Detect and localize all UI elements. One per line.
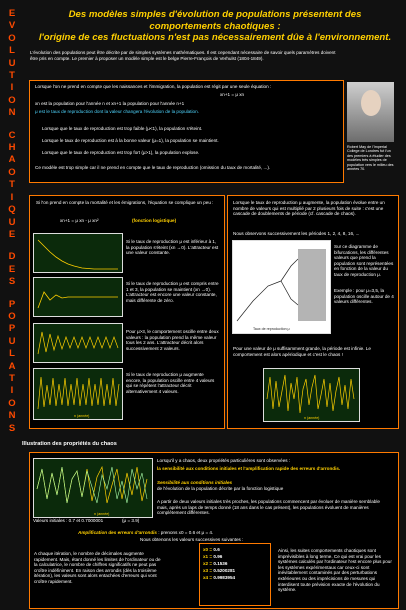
iterate-key: x0 =: [203, 547, 214, 552]
iterate-value: 0.5200281: [213, 568, 236, 573]
iterate-value: 0.1536: [213, 561, 228, 566]
side-title-letter: O: [8, 166, 16, 178]
iterate-row: [203, 553, 253, 560]
side-title-letter: C: [8, 129, 16, 141]
logistic-case-4: Si le taux de reproduction μ augmente encore, la population oscille entre 4 valeurs qui se répètent l'attracteur décrit alternativement 4 valeurs.: [126, 372, 215, 394]
bifurcation-text-1: Lorsque le taux de reproduction μ augmente, la population évolue entre un nombre de valeurs qui est multiplié par 2 plusieurs fois de suite : c'est une cascade de doublements de période (cf. cascade de chaos).: [233, 200, 385, 217]
rounding-heading-rest: : prenons x0 = 0.6 et μ = 4.: [156, 530, 214, 535]
title-line-3: l'origine de ces fluctuations n'est pas nécessairement dûe à l'environnement.: [38, 32, 392, 43]
side-title-letter: P: [8, 298, 16, 310]
plot-period-4: [33, 368, 123, 420]
plot-sensitivity: [33, 458, 153, 518]
chaos-box: [29, 452, 399, 609]
chaos-text-2: la sensibilité aux conditions initiales et l'amplification rapide des erreurs d'arrondis.: [157, 466, 341, 471]
side-title-letter: U: [8, 335, 16, 347]
iterate-value: 0.6: [213, 547, 220, 552]
bottom-left-text: A chaque itération, le nombre de décimales augmente rapidement. Mais, étant donné les limites de l'ordinateur ou de la calculatrice, le nombre de chiffres significatifs ne peut pas croître indéfiniment. En raison des arrondis (dès la troisième itération), les valeurs sont alors entachées d'erreurs qui vont croître rapidement.: [34, 551, 161, 584]
robert-may-photo: [347, 82, 394, 142]
logistic-label: (fonction logistique): [132, 218, 177, 223]
iterate-key: x4 =: [203, 575, 214, 580]
rounding-heading: [78, 530, 378, 536]
plot-period-4-axis: n (année): [74, 414, 90, 418]
side-title-letter: O: [8, 94, 16, 106]
box1-line-4: Ce modèle est trop simple car il ne prend en compte que le taux de reproduction (omission du taux de mortalité, ...).: [35, 165, 271, 170]
verhulst-box: [29, 80, 344, 183]
side-title-letter: E: [8, 8, 16, 19]
plot-extinction: [33, 233, 123, 273]
side-title-letter: I: [10, 82, 14, 94]
side-title: [3, 8, 21, 608]
plot-chaos-axis: n (année): [304, 416, 320, 420]
iterate-key: x2 =: [203, 561, 214, 566]
poster-title: [30, 9, 400, 44]
bottom-right-text: Ainsi, les suites comportements chaotiques sont imprévisibles à long terme. Ce qui est vrai pour les systèmes calculés par l'ordinateur l'est encore plus pour les systèmes expérimentaux car ceux-ci sont inévitablement contaminés par des perturbations extérieures ou des imprécisions de mesures qui interdisent toute prévision exacte de l'évolution du système.: [278, 548, 392, 593]
rounding-heading-bold: Amplification des erreurs d'arrondis: [78, 530, 157, 535]
photo-caption: Robert May de l'Imperial College de Londres fut l'un des premiers à étudier des modèles très simples de population vers le milieu des années 70.: [347, 145, 394, 172]
side-title-letter: U: [8, 57, 16, 69]
side-title-letter: E: [8, 228, 16, 240]
logistic-case-1: Si le taux de reproduction μ est inférieur à 1, la population s'éteint (xn →0). L'attracteur est une valeur constante.: [126, 239, 219, 256]
logistic-case-3: Pour μ>3, le comportement oscille entre deux valeurs : la population prend la même valeur tous les 2 ans. L'attracteur décrit alors successivement 2 valeurs.: [126, 329, 219, 351]
plot-constant: [33, 277, 123, 317]
logistic-equation: xn+1 = μ xn - μ xn²: [60, 218, 99, 223]
side-title-letter: S: [8, 422, 16, 434]
chaos-text-1: Lorsqu'il y a chaos, deux propriétés particulières sont observées :: [157, 458, 291, 463]
chaos-section-title: Illustration des propriétés du chaos: [22, 441, 117, 447]
plot-period-2: [33, 323, 123, 363]
side-title-letter: E: [8, 263, 16, 275]
chaos-heading-1: Sensibilité aux conditions initiales: [157, 480, 233, 485]
box1-line-1: Lorsque l'on ne prend en compte que les naissances et l'immigration, la population est régit par une seule équation :: [35, 84, 272, 89]
side-title-letter: Q: [8, 204, 16, 216]
iterate-value: 0.96: [213, 554, 223, 559]
side-title-letter: L: [9, 348, 15, 360]
side-title-letter: P: [8, 323, 16, 335]
side-title-letter: I: [10, 191, 14, 203]
plot-chaos: [263, 368, 360, 422]
box1-equation: xn+1 = μ xn: [220, 92, 245, 97]
chaos-text-3: de l'évolution de la population décrite par la fonction logistique: [157, 486, 284, 491]
side-title-letter: T: [9, 372, 15, 384]
bifurcation-text-2: Nous observons successivement les périodes 1, 2, 4, 8, 16, ...: [233, 231, 360, 236]
bifurcation-text-3: Sur ce diagramme de bifurcations, les différentes valeurs que prend la population sont représentées en fonction de la valeur du taux de reproduction μ.: [334, 244, 394, 277]
side-title-letter: T: [9, 179, 15, 191]
side-title-letter: H: [8, 142, 16, 154]
logistic-box: [29, 195, 225, 429]
box1-line-2: xn est la population pour l'année n et xn+1 la population pour l'année n+1: [35, 101, 185, 106]
intro-text: L'évolution des populations peut être décrite par de simples systèmes mathématiques. Il est cependant nécessaire de savoir quels paramètres doivent être pris en compte. Le premier à proposer un modèle simple est le belge Pierre-François de Verhulst (1804-1849).: [30, 50, 336, 61]
box1-bullet-3: Lorsque que le taux de reproduction est trop fort (μ>1), la population explose.: [42, 150, 200, 155]
iterate-key: x1 =: [203, 554, 214, 559]
rounding-text-1: Nous obtenons les valeurs successives suivantes :: [140, 537, 244, 542]
iterates-list: [203, 546, 253, 581]
box1-bullet-1: Lorsque que le taux de reproduction est trop faible (μ<1), la population s'éteint.: [42, 126, 203, 131]
bifurcation-text-4: Exemple : pour μ=3,5, la population oscille autour de 4 valeurs différentes.: [334, 288, 394, 305]
bifurcation-box: [227, 195, 399, 429]
side-title-letter: O: [8, 32, 16, 44]
side-title-letter: V: [8, 20, 16, 32]
side-title-letter: N: [8, 410, 16, 422]
bifurcation-text-5: Pour une valeur de μ suffisamment grande, la période est infinie. Le comportement est alors apériodique et c'est le chaos !: [233, 346, 371, 357]
side-title-letter: O: [8, 310, 16, 322]
iterate-key: x3 =: [203, 568, 214, 573]
iterate-row: [203, 560, 253, 567]
bifurcation-diagram: [232, 240, 331, 334]
side-title-letter: T: [9, 70, 15, 82]
side-title-letter: A: [8, 154, 16, 166]
iterate-row: [203, 567, 253, 574]
iterate-row: [203, 546, 253, 553]
title-line-2: comportements chaotiques :: [149, 20, 281, 32]
box1-line-3: μ est le taux de reproduction dont la valeur changera l'évolution de la population.: [35, 109, 199, 114]
title-line-1: Des modèles simples d'évolution de populations présentent des: [68, 9, 362, 20]
initial-values-label: Valeurs initiales : 0.7 et 0.7000001: [33, 518, 104, 523]
side-title-letter: A: [8, 360, 16, 372]
logistic-intro: Si l'on prend en compte la mortalité et les émigrations, l'équation se complique un peu :: [36, 200, 214, 205]
side-title-letter: I: [10, 385, 14, 397]
logistic-case-2: Si le taux de reproduction μ est compris entre 1 et 3, la population se maintient (xn →0). L'attracteur est encore une valeur constante, mais différente de zéro.: [126, 281, 219, 303]
bifurcation-axis-label: Taux de reproduction μ: [253, 327, 290, 331]
side-title-letter: L: [9, 45, 15, 57]
box1-bullet-2: Lorsque le taux de reproduction est à la bonne valeur (μ=1), la population se maintient.: [42, 138, 219, 143]
mu-label: (μ = 3.9): [122, 518, 140, 523]
chaos-text-4: A partir de deux valeurs initiales très proches, les populations commencent par évoluer de manière semblable mais, après un laps de temps donné (18 ans dans le cas présent), les populations évoluent de manières complètement différentes.: [157, 499, 380, 516]
side-title-letter: S: [8, 276, 16, 288]
iterate-value: 0.9983954: [213, 575, 236, 580]
side-title-letter: O: [8, 397, 16, 409]
side-title-letter: N: [8, 107, 16, 119]
side-title-letter: U: [8, 216, 16, 228]
plot-sensitivity-axis: n (année): [94, 512, 110, 516]
side-title-letter: D: [8, 251, 16, 263]
iterate-row: [203, 574, 253, 581]
